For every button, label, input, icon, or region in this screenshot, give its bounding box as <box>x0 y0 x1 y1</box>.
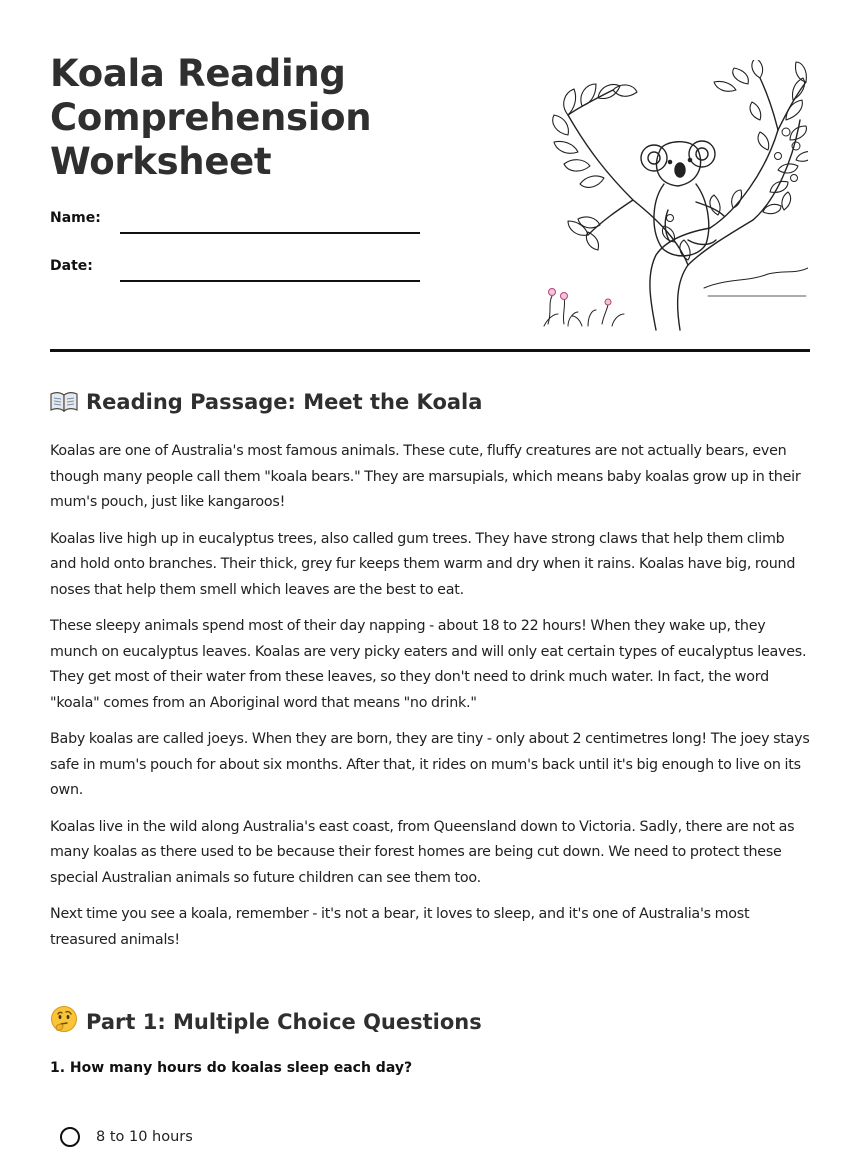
name-field[interactable] <box>50 210 430 236</box>
passage-paragraph: Koalas live high up in eucalyptus trees, also called gum trees. They have strong claws that help them climb and hold onto branches. Their thick, grey fur keeps them warm and dry when it rains. Koalas have big, round noses that help them smell which leaves are the best to eat. <box>50 530 796 598</box>
open-book-icon <box>50 391 78 413</box>
reading-passage <box>50 439 810 964</box>
passage-paragraph: Koalas live in the wild along Australia's east coast, from Queensland down to Victoria. Sadly, there are not as many koalas as there used to be because their forest homes are being cut down. We need to protect these special Australian animals so future children can see them too. <box>50 818 795 886</box>
date-label: Date: <box>50 258 93 274</box>
date-field[interactable] <box>50 258 430 284</box>
multiple-choice-title: Part 1: Multiple Choice Questions <box>86 1010 482 1034</box>
radio-button[interactable] <box>60 1127 80 1147</box>
passage-paragraph: Baby koalas are called joeys. When they are born, they are tiny - only about 2 centimetres long! The joey stays safe in mum's pouch for about six months. After that, it rides on mum's back until it's big enough to live on its own. <box>50 731 810 798</box>
passage-paragraph: Next time you see a koala, remember - it's not a bear, it loves to sleep, and it's one of Australia's most treasured animals! <box>50 906 750 948</box>
option-label: 8 to 10 hours <box>96 1129 193 1145</box>
reading-passage-heading <box>50 390 482 414</box>
question-1-option-a[interactable] <box>60 1124 193 1150</box>
passage-paragraph: These sleepy animals spend most of their day napping - about 18 to 22 hours! When they wake up, they munch on eucalyptus leaves. Koalas are very picky eaters and will only eat certain types of eucalyptus leaves. They get most of their water from these leaves, so they don't need to drink much water. In fact, the word "koala" comes from an Aboriginal word that means "no drink." <box>50 618 807 711</box>
koala-in-tree-illustration <box>538 60 808 332</box>
header-divider <box>50 349 810 352</box>
name-label: Name: <box>50 210 101 226</box>
worksheet-header <box>50 0 810 350</box>
worksheet-page <box>50 0 810 1145</box>
reading-passage-title: Reading Passage: Meet the Koala <box>86 390 483 414</box>
name-write-line[interactable] <box>120 232 420 234</box>
date-write-line[interactable] <box>120 280 420 282</box>
worksheet-title: Koala Reading Comprehension Worksheet <box>50 52 372 183</box>
thinking-face-icon <box>50 1005 78 1033</box>
koala-drawing <box>641 141 724 256</box>
question-1: 1. How many hours do koalas sleep each day? <box>50 1060 413 1076</box>
passage-paragraph: Koalas are one of Australia's most famous animals. These cute, fluffy creatures are not actually bears, even though many people call them "koala bears." They are marsupials, which means baby koalas grow up in their mum's pouch, just like kangaroos! <box>50 443 801 510</box>
multiple-choice-heading <box>50 1005 482 1034</box>
